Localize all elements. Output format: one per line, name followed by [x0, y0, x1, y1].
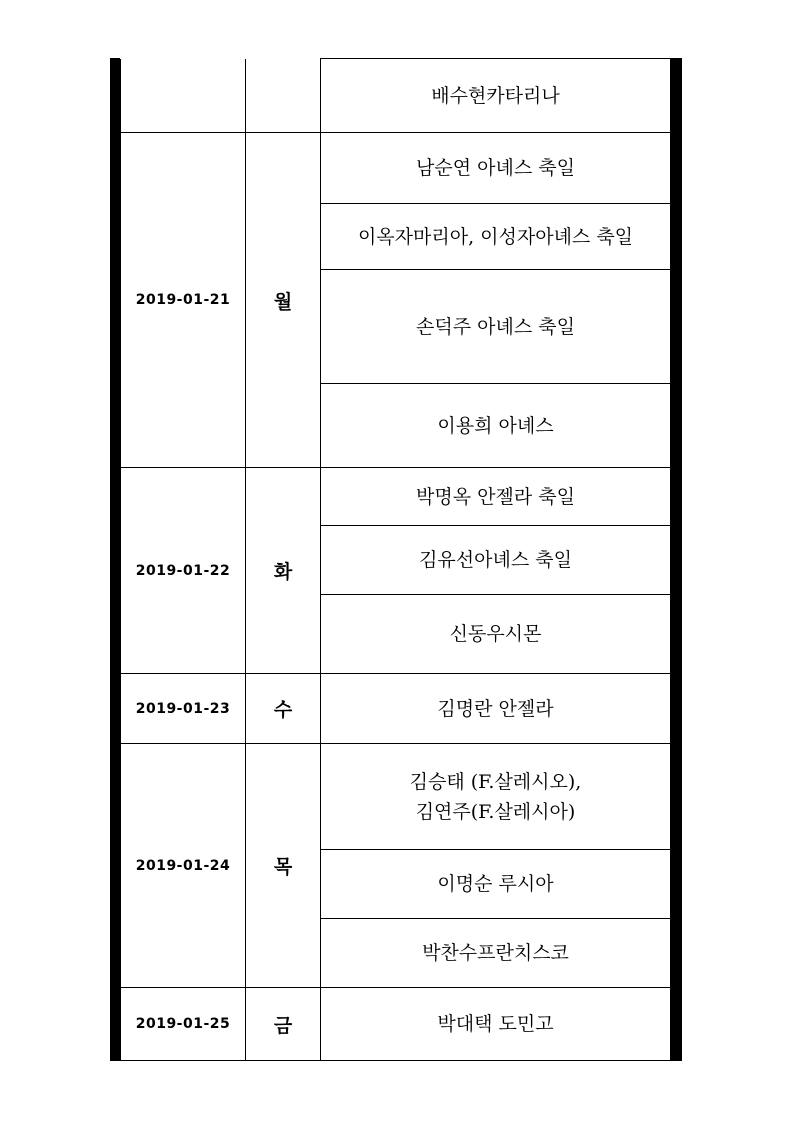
name-cell: 이옥자마리아, 이성자아녜스 축일 [321, 204, 671, 270]
name-cell: 신동우시몬 [321, 595, 671, 674]
name-cell: 박명옥 안젤라 축일 [321, 468, 671, 526]
day-cell: 월 [246, 133, 321, 468]
name-cell: 손덕주 아녜스 축일 [321, 270, 671, 384]
date-cell: 2019-01-21 [121, 133, 246, 468]
table-row [121, 744, 671, 850]
name-cell: 김명란 안젤라 [321, 674, 671, 744]
table-row [121, 133, 671, 204]
name-cell [321, 744, 671, 850]
table-row [121, 468, 671, 526]
day-cell: 금 [246, 988, 321, 1061]
table-row [121, 674, 671, 744]
left-border-bar [110, 58, 120, 1061]
date-cell: 2019-01-24 [121, 744, 246, 988]
date-cell [121, 59, 246, 133]
name-cell: 박찬수프란치스코 [321, 919, 671, 988]
day-cell: 목 [246, 744, 321, 988]
date-cell: 2019-01-25 [121, 988, 246, 1061]
name-cell: 김유선아녜스 축일 [321, 526, 671, 595]
name-cell: 박대택 도민고 [321, 988, 671, 1061]
name-cell: 남순연 아녜스 축일 [321, 133, 671, 204]
table-row [121, 59, 671, 133]
right-border-bar [670, 58, 682, 1061]
table-row [121, 988, 671, 1061]
day-cell: 수 [246, 674, 321, 744]
day-cell [246, 59, 321, 133]
name-line: 김승태 (F.살레시오), [409, 770, 582, 793]
name-cell: 배수현카타리나 [321, 59, 671, 133]
day-cell: 화 [246, 468, 321, 674]
date-cell: 2019-01-22 [121, 468, 246, 674]
feast-day-schedule-table [120, 58, 671, 1061]
date-cell: 2019-01-23 [121, 674, 246, 744]
name-cell: 이용희 아녜스 [321, 384, 671, 468]
name-line: 김연주(F.살레시아) [415, 800, 576, 823]
name-cell: 이명순 루시아 [321, 850, 671, 919]
